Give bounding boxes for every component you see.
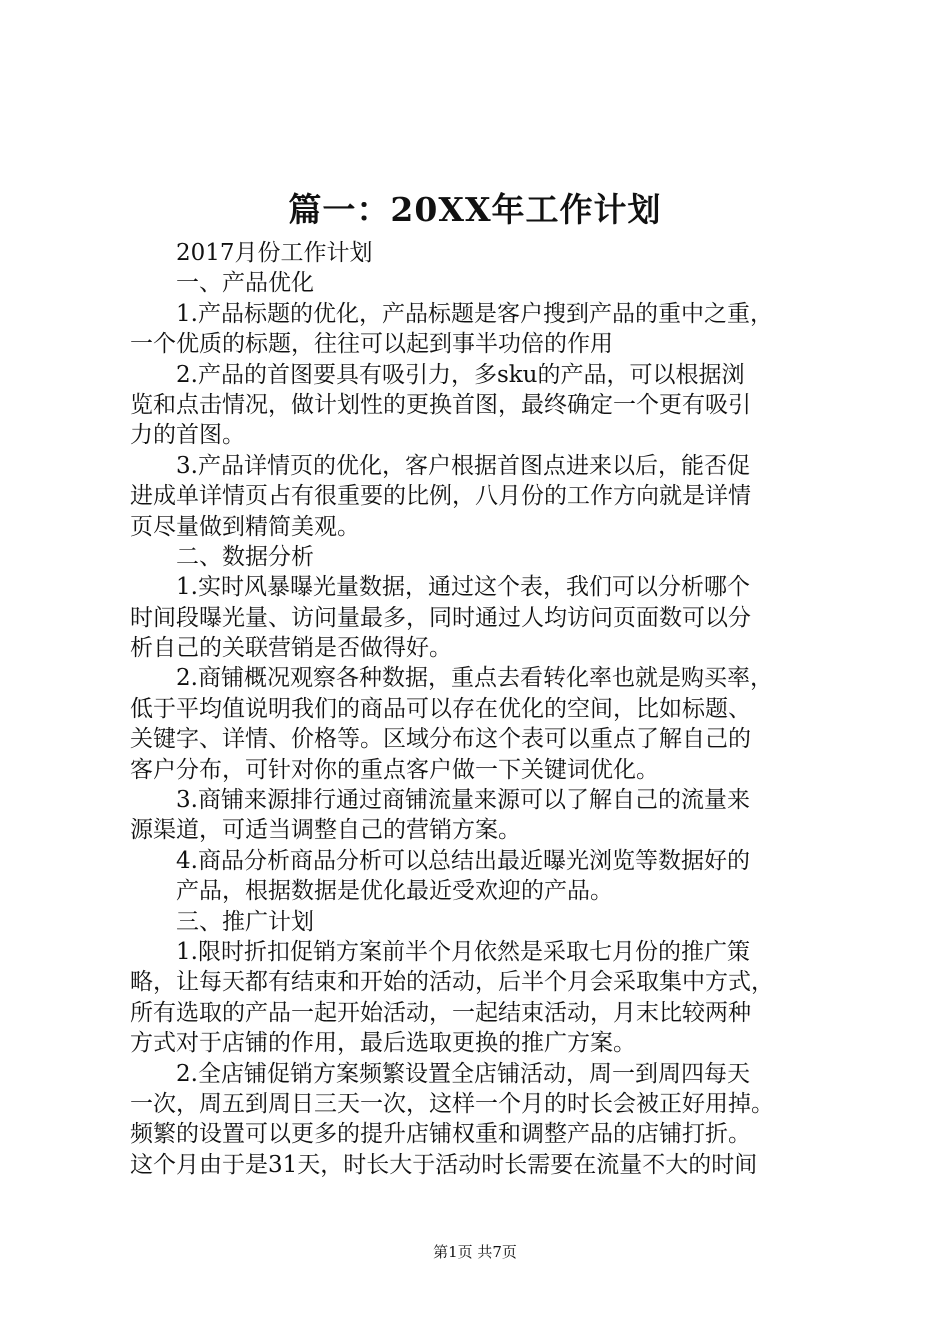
text-line: 一次，周五到周日三天一次，这样一个月的时长会被正好用掉。 <box>130 1090 774 1117</box>
section-heading: 二、数据分析 <box>176 543 314 570</box>
text-line: 所有选取的产品一起开始活动，一起结束活动，月末比较两种 <box>130 999 751 1026</box>
text-line: 析自己的关联营销是否做得好。 <box>130 635 452 662</box>
text-line: 关键字、详情、价格等。区域分布这个表可以重点了解自己的 <box>130 726 751 753</box>
text-line: 力的首图。 <box>130 422 245 449</box>
page-footer: 第1页 共7页 <box>433 1243 517 1261</box>
text-line: 2.产品的首图要具有吸引力，多sku的产品，可以根据浏 <box>176 361 745 388</box>
section-heading: 三、推广计划 <box>176 908 314 935</box>
text-line: 3.商铺来源排行通过商铺流量来源可以了解自己的流量来 <box>176 787 750 814</box>
text-line: 略，让每天都有结束和开始的活动，后半个月会采取集中方式， <box>130 969 774 996</box>
text-line: 频繁的设置可以更多的提升店铺权重和调整产品的店铺打折。 <box>130 1121 751 1148</box>
text-line: 源渠道，可适当调整自己的营销方案。 <box>130 817 521 844</box>
text-line: 2.商铺概况观察各种数据，重点去看转化率也就是购买率， <box>176 665 773 692</box>
text-line: 客户分布，可针对你的重点客户做一下关键词优化。 <box>130 756 659 783</box>
text-line: 一个优质的标题，往往可以起到事半功倍的作用 <box>130 331 613 358</box>
text-line: 这个月由于是31天，时长大于活动时长需要在流量不大的时间 <box>130 1151 758 1178</box>
text-line: 3.产品详情页的优化，客户根据首图点进来以后，能否促 <box>176 452 750 479</box>
text-line: 进成单详情页占有很重要的比例，八月份的工作方向就是详情 <box>130 483 751 510</box>
section-heading: 一、产品优化 <box>176 270 314 297</box>
text-line: 2017月份工作计划 <box>176 240 373 266</box>
text-line: 览和点击情况，做计划性的更换首图，最终确定一个更有吸引 <box>130 391 751 418</box>
text-line: 方式对于店铺的作用，最后选取更换的推广方案。 <box>130 1030 636 1057</box>
text-line: 时间段曝光量、访问量最多，同时通过人均访问页面数可以分 <box>130 604 751 631</box>
text-line: 2.全店铺促销方案频繁设置全店铺活动，周一到周四每天 <box>176 1060 750 1087</box>
text-line: 1.产品标题的优化，产品标题是客户搜到产品的重中之重， <box>176 300 773 327</box>
text-line: 1.限时折扣促销方案前半个月依然是采取七月份的推广策 <box>176 938 750 965</box>
text-line: 页尽量做到精简美观。 <box>130 513 360 540</box>
document-body <box>130 238 830 1180</box>
text-line: 低于平均值说明我们的商品可以存在优化的空间，比如标题、 <box>130 695 751 722</box>
text-line: 4.商品分析商品分析可以总结出最近曝光浏览等数据好的 <box>176 847 750 874</box>
document-title: 篇一：20XX年工作计划 <box>288 190 662 229</box>
text-line: 1.实时风暴曝光量数据，通过这个表，我们可以分析哪个 <box>176 574 750 601</box>
text-line: 产品，根据数据是优化最近受欢迎的产品。 <box>176 878 613 905</box>
